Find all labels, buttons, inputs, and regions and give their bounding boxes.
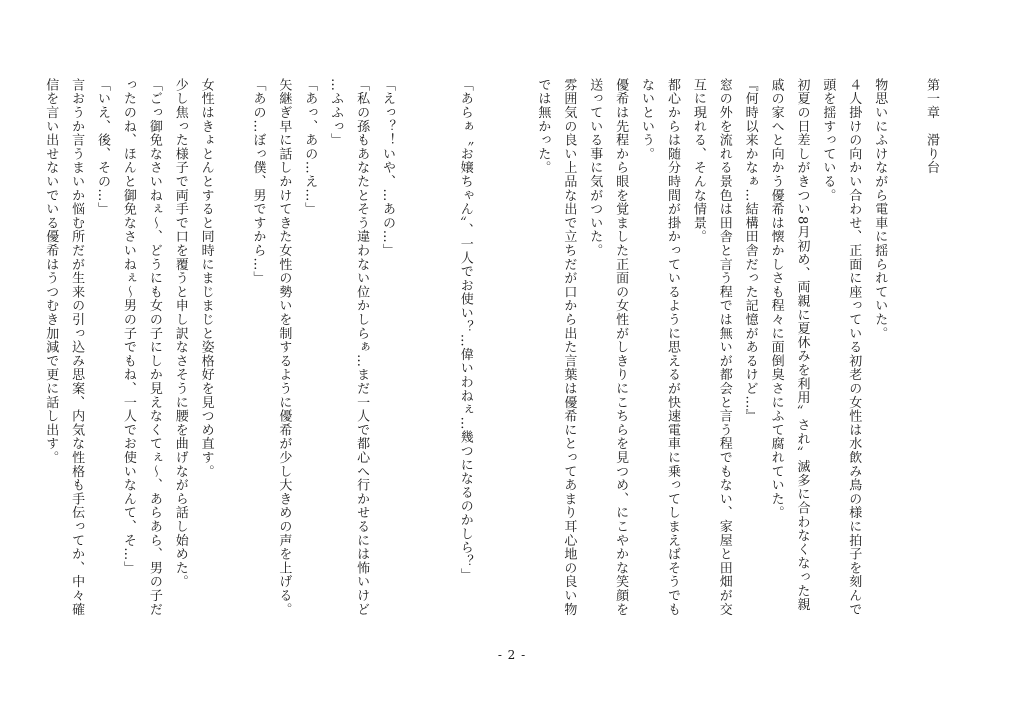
text-line: ４人掛けの向かい合わせ、正面に座っている初老の女性は水飲み鳥の様に拍子を刻んで	[846, 78, 862, 617]
text-line: ったのね、ほんと御免なさいねぇ～男の子でもね、一人でお使いなんて、そ…」	[120, 78, 136, 575]
text-line: 頭を揺すっている。	[820, 78, 836, 203]
text-line: 戚の家へと向かう優希は懐かしさも程々に面倒臭さにふて腐れていた。	[768, 78, 784, 520]
vertical-body-text	[37, 78, 944, 653]
blank-line	[426, 78, 452, 653]
text-line: 窓の外を流れる景色は田舎と言う程では無いが都会と言う程でもない、家屋と田畑が交	[716, 78, 732, 617]
blank-line	[478, 78, 504, 653]
text-line: 互に現れる、そんな情景。	[690, 78, 706, 244]
text-line: …ふふっ」	[328, 78, 344, 147]
blank-line	[892, 78, 918, 653]
text-line: 「私の孫もあなたとそう違わない位かしらぁ…まだ一人で都心へ行かせるには怖いけど	[354, 78, 370, 617]
text-line: 「えっ？！いや、…あの…」	[379, 78, 395, 258]
text-line: 優希は先程から眼を覚ました正面の女性がしきりにこちらを見つめ、にこやかな笑顔を	[613, 78, 629, 617]
text-line: 『何時以来かなぁ…結構田舎だった記憶があるけど…』	[742, 78, 758, 423]
text-line: ないという。	[639, 78, 655, 161]
text-line: 「いえ、後、その…」	[95, 78, 110, 216]
blank-line	[504, 78, 530, 653]
text-line: 「あらぁ〝お嬢ちゃん〞、一人でお使い？…偉いわねぇ…幾つになるのかしら？」	[457, 78, 473, 583]
text-line: 初夏の日差しがきつい8月初め、両親に夏休みを利用〞され〞滅多に合わなくなった親	[794, 78, 810, 612]
text-line: 雰囲気の良い上品な出で立ちだが口から出た言葉は優希にとってあまり耳心地の良い物	[561, 78, 577, 617]
text-line: 都心からは随分時間が掛かっているように思えるが快速電車に乗ってしまえばそうでも	[664, 78, 680, 617]
text-line: では無かった。	[535, 78, 551, 175]
text-line: 送っている事に気がついた。	[587, 78, 603, 258]
text-line: 「ごっ御免なさいねぇ～、どうにも女の子にしか見えなくてぇ～、あらあら、男の子だ	[146, 78, 162, 617]
text-line: 物思いにふけながら電車に揺られていた。	[872, 78, 888, 341]
text-line: 「あっ、あの…え…」	[302, 78, 318, 216]
page-number: - 2 -	[497, 648, 527, 662]
text-line: 女性はきょとんとすると同時にまじまじと姿格好を見つめ直す。	[198, 78, 214, 479]
blank-line	[400, 78, 426, 653]
text-line: 「あの…ぼっ僕、男ですから…」	[250, 78, 266, 285]
text-line: 言おうか言うまいか悩む所だが生来の引っ込み思案、内気な性格も手伝ってか、中々確	[69, 78, 85, 617]
text-line: 信を言い出せないでいる優希はうつむき加減で更に話し出す。	[43, 78, 59, 465]
chapter-heading: 第一章 滑り台	[924, 78, 939, 175]
text-line: 少し焦った様子で両手で口を覆うと申し訳なさそうに腰を曲げながら話し始めた。	[172, 78, 188, 589]
text-line: 矢継ぎ早に話しかけてきた女性の勢いを制するように優希が少し大きめの声を上げる。	[276, 78, 292, 617]
blank-line	[219, 78, 245, 653]
